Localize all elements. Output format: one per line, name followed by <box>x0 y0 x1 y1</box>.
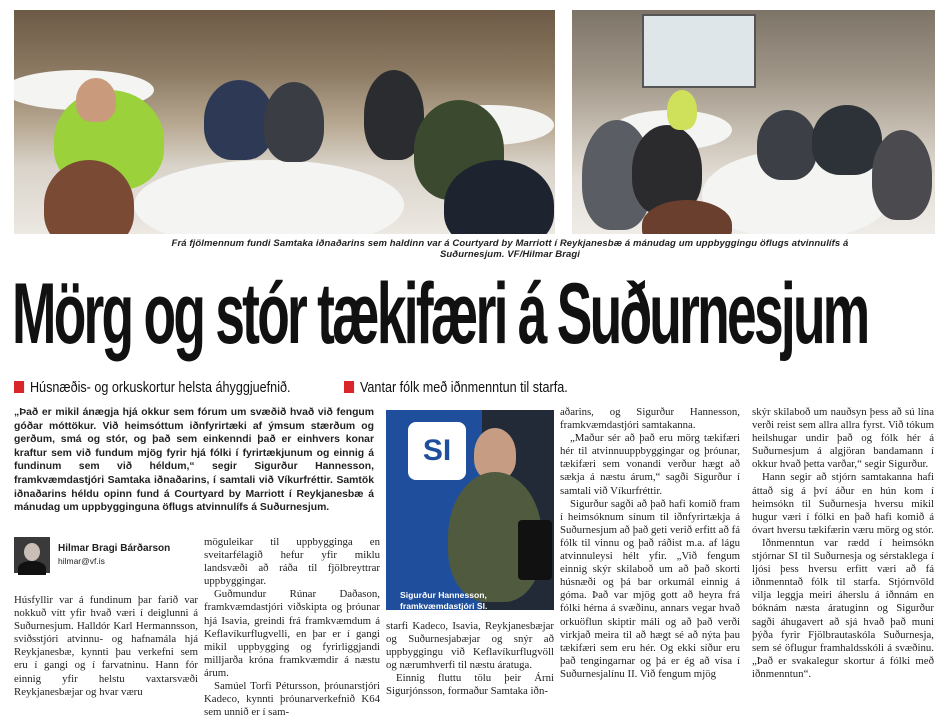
paragraph: Samúel Torfi Pétursson, þróunarstjóri Kadeco, kynnti þróunarverkefnið K64 sem unnið er í sam- <box>204 680 380 719</box>
inset-caption: Sigurður Hannesson, framkvæmdastjóri SI. <box>400 590 488 610</box>
lead-paragraph: „Það er mikil ánægja hjá okkur sem fórum um svæðið hvað við fengum góðar móttökur. Við heimsóttum iðnfyrirtæki af ýmsum stærðum og gerðum, smá og stór, og það sem einkenndi það er einhvers konar kraftur sem við fundum mjög fyrir hjá fólki í fyrirtækjunum og einnig á fundinum sem við héldum,“ segir Sigurður Hannesson, framkvæmdastjóri Samtaka iðnaðarins, í samtali við Víkurfréttir. Samtök iðnaðarins héldu opinn fund á Courtyard by Marriott í Reykjanesbæ á mánudag um uppbygginguna öflugs atvinnulífs á Suðurnesjum. <box>14 407 374 514</box>
paragraph: Guðmundur Rúnar Daðason, framkvæmdastjóri viðskipta og þróunar hjá Isavia, greindi frá framkvæmdum á Keflavíkurflugvelli, en þar er í gangi mikil uppbygging og fyrirliggjandi milljarða króna framkvæmdir á næstu árum. <box>204 588 380 679</box>
paragraph: Húsfyllir var á fundinum þar farið var nokkuð vítt yfir hvað væri í deiglunni á Suðurnesjum. Halldór Karl Hermannsson, sviðsstjóri atvinnu- og hafnamála hjá Reykjanesbæ, kynnti þau verkefni sem eru í gangi og í farvatninu. Hann fór einnig yfir helstu vaxtarsvæði Reykjanesbæjar og hvar væru <box>14 594 198 698</box>
paragraph: „Maður sér að það eru mörg tækifæri hér til atvinnuuppbyggingar og þróunar, tækifæri sem vonandi verður hægt að sækja á næstu árum,“ sagði Sigurður í samtali við Víkurfréttir. <box>560 432 740 497</box>
red-square-icon <box>344 381 354 393</box>
inset-photo-speaker <box>386 410 554 610</box>
photo-credit: VF/Hilmar Bragi <box>507 249 581 260</box>
subhead-1-text: Húsnæðis- og orkuskortur helsta áhyggjuefnið. <box>29 379 291 396</box>
paragraph: Hann segir að stjórn samtakanna hafi áttað sig á því áður en hún kom í heimsókn til Suðurnesja hversu mikil hugur væri í fólki en það hafi komið á óvart hversu tækifærin væru mörg og stór. <box>752 471 934 536</box>
author-avatar <box>14 537 50 573</box>
subhead-2 <box>344 379 568 396</box>
si-logo: SI <box>408 422 466 480</box>
meeting-photo-main <box>14 10 555 234</box>
column-d <box>560 406 740 681</box>
paragraph: möguleikar til uppbygginga en sveitarfélagið hefur yfir miklu landsvæði að ráða til fjölbreyttrar uppbyggingar. <box>204 536 380 588</box>
paragraph: Iðnmenntun var rædd í heimsókn stjórnar SI til Suðurnesja og sérstaklega í ljósi þess hversu erfitt væri að fá iðnmenntað fólk til starfa. Stjórnvöld vilja leggja meiri áherslu á iðnnám en bóknám næsta áratuginn og Sigurður sagði áhugavert að sjá hvað það muni þýða fyrir Fjölbrautaskóla Suðurnesja, sem sé öflugur framhaldsskóli á svæðinu. „Það er svakalegur skortur á fólki með iðnmenntun“. <box>752 536 934 680</box>
column-a <box>14 594 198 699</box>
subhead-1 <box>14 379 291 396</box>
column-e <box>752 406 934 681</box>
meeting-photo-secondary <box>572 10 935 234</box>
paragraph: Einnig fluttu tölu þeir Árni Sigurjónsson, formaður Samtaka iðn- <box>386 672 554 698</box>
byline <box>14 537 204 575</box>
column-c <box>386 620 554 699</box>
paragraph: skýr skilaboð um nauðsyn þess að sú lína verði reist sem allra allra fyrst. Við tókum heilshugar undir það og fólk hér á Suðurnesjum á algjöran bandamann í okkur hvað þetta varðar,“ segir Sigurður. <box>752 406 934 471</box>
paragraph: Sigurður sagði að það hafi komið fram í heimsóknum sínum til iðnfyrirtækja á Suðurnesjum að það geti verið erfitt að fá fólk til vinnu og það ráðist m.a. af lágu atvinnuleysi hélt yfir. „Við fengum einnig skýr skilaboð um að það skorti húsnæði og þá bar orkumál einnig á góma. Það var mjög gott að heyra frá fólki hérna á svæðinu, annars vegar hvað orkuöflun skiptir máli og að það verði virkjað meira til að hægt sé að nýta þau tækifæri sem eru hér. Og ekki síður eru það tengingarnar og þá er ég að vísa í Suðurnesjalínu II. Við fengum mjög <box>560 497 740 680</box>
red-square-icon <box>14 381 24 393</box>
headline: Mörg og stór tækifæri á Suðurnesjum <box>12 266 868 362</box>
subheads <box>14 379 934 399</box>
caption-text: Frá fjölmennum fundi Samtaka iðnaðarins sem haldinn var á Courtyard by Marriott í Reykjanesbæ á mánudag um uppbyggingu öflugs atvinnulífs á Suðurnesjum. <box>171 238 849 260</box>
paragraph: aðarins, og Sigurður Hannesson, framkvæmdastjóri samtakanna. <box>560 406 740 432</box>
author-name: Hilmar Bragi Bárðarson <box>58 543 171 554</box>
paragraph: starfi Kadeco, Isavia, Reykjanesbæjar og Suðurnesjabæjar og snýr að uppbyggingu við Keflavíkurflugvöll og nærumhverfi til næstu áratuga. <box>386 620 554 672</box>
subhead-2-text: Vantar fólk með iðnmenntun til starfa. <box>359 379 568 396</box>
photo-caption <box>160 238 860 260</box>
column-b <box>204 536 380 719</box>
author-email: hilmar@vf.is <box>58 556 105 566</box>
